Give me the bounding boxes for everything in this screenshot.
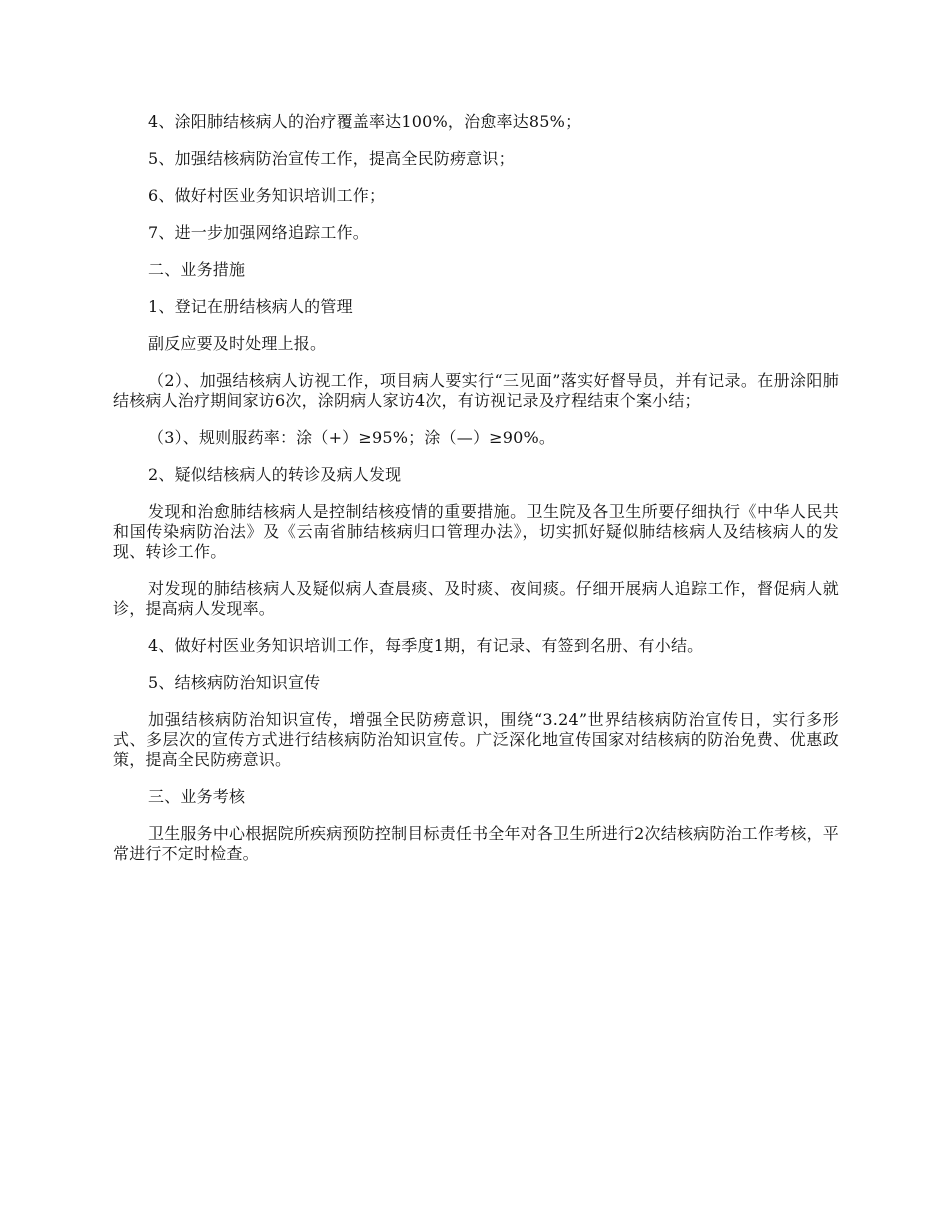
- subheading-registered-patient-management: 1、登记在册结核病人的管理: [148, 297, 353, 316]
- section-heading-measures: 二、业务措施: [148, 260, 246, 279]
- subheading-referral-discovery: 2、疑似结核病人的转诊及病人发现: [148, 465, 402, 484]
- subheading-publicity: 5、结核病防治知识宣传: [148, 673, 321, 692]
- paragraph-assessment-detail: 卫生服务中心根据院所疾病预防控制目标责任书全年对各卫生所进行2次结核病防治工作考核，平常进行不定时检查。: [113, 824, 839, 863]
- paragraph-medication-rate: （3）、规则服药率：涂（+）≥95%；涂（—）≥90%。: [148, 428, 556, 447]
- paragraph-goal-4: 4、涂阳肺结核病人的治疗覆盖率达100%，治愈率达85%；: [148, 112, 582, 131]
- paragraph-goal-5: 5、加强结核病防治宣传工作，提高全民防痨意识；: [148, 149, 515, 168]
- paragraph-training: 4、做好村医业务知识培训工作，每季度1期，有记录、有签到名册、有小结。: [148, 636, 704, 655]
- paragraph-publicity-detail: 加强结核病防治知识宣传，增强全民防痨意识，围绕“3.24”世界结核病防治宣传日，实行多形式、多层次的宣传方式进行结核病防治知识宣传。广泛深化地宣传国家对结核病的防治免费、优惠政策，提高全民防痨意识。: [113, 710, 839, 769]
- paragraph-visit-work: （2）、加强结核病人访视工作，项目病人要实行“三见面”落实好督导员，并有记录。在册涂阳肺结核病人治疗期间家访6次，涂阴病人家访4次，有访视记录及疗程结束个案小结；: [113, 371, 839, 410]
- paragraph-side-effects: 副反应要及时处理上报。: [148, 334, 327, 353]
- paragraph-goal-6: 6、做好村医业务知识培训工作；: [148, 186, 386, 205]
- paragraph-referral-detail: 发现和治愈肺结核病人是控制结核疫情的重要措施。卫生院及各卫生所要仔细执行《中华人民共和国传染病防治法》及《云南省肺结核病归口管理办法》，切实抓好疑似肺结核病人及结核病人的发现、转诊工作。: [113, 502, 839, 561]
- paragraph-sputum-check: 对发现的肺结核病人及疑似病人查晨痰、及时痰、夜间痰。仔细开展病人追踪工作，督促病人就诊，提高病人发现率。: [113, 579, 839, 618]
- section-heading-assessment: 三、业务考核: [148, 787, 246, 806]
- paragraph-goal-7: 7、进一步加强网络追踪工作。: [148, 223, 369, 242]
- document-body: [113, 112, 839, 881]
